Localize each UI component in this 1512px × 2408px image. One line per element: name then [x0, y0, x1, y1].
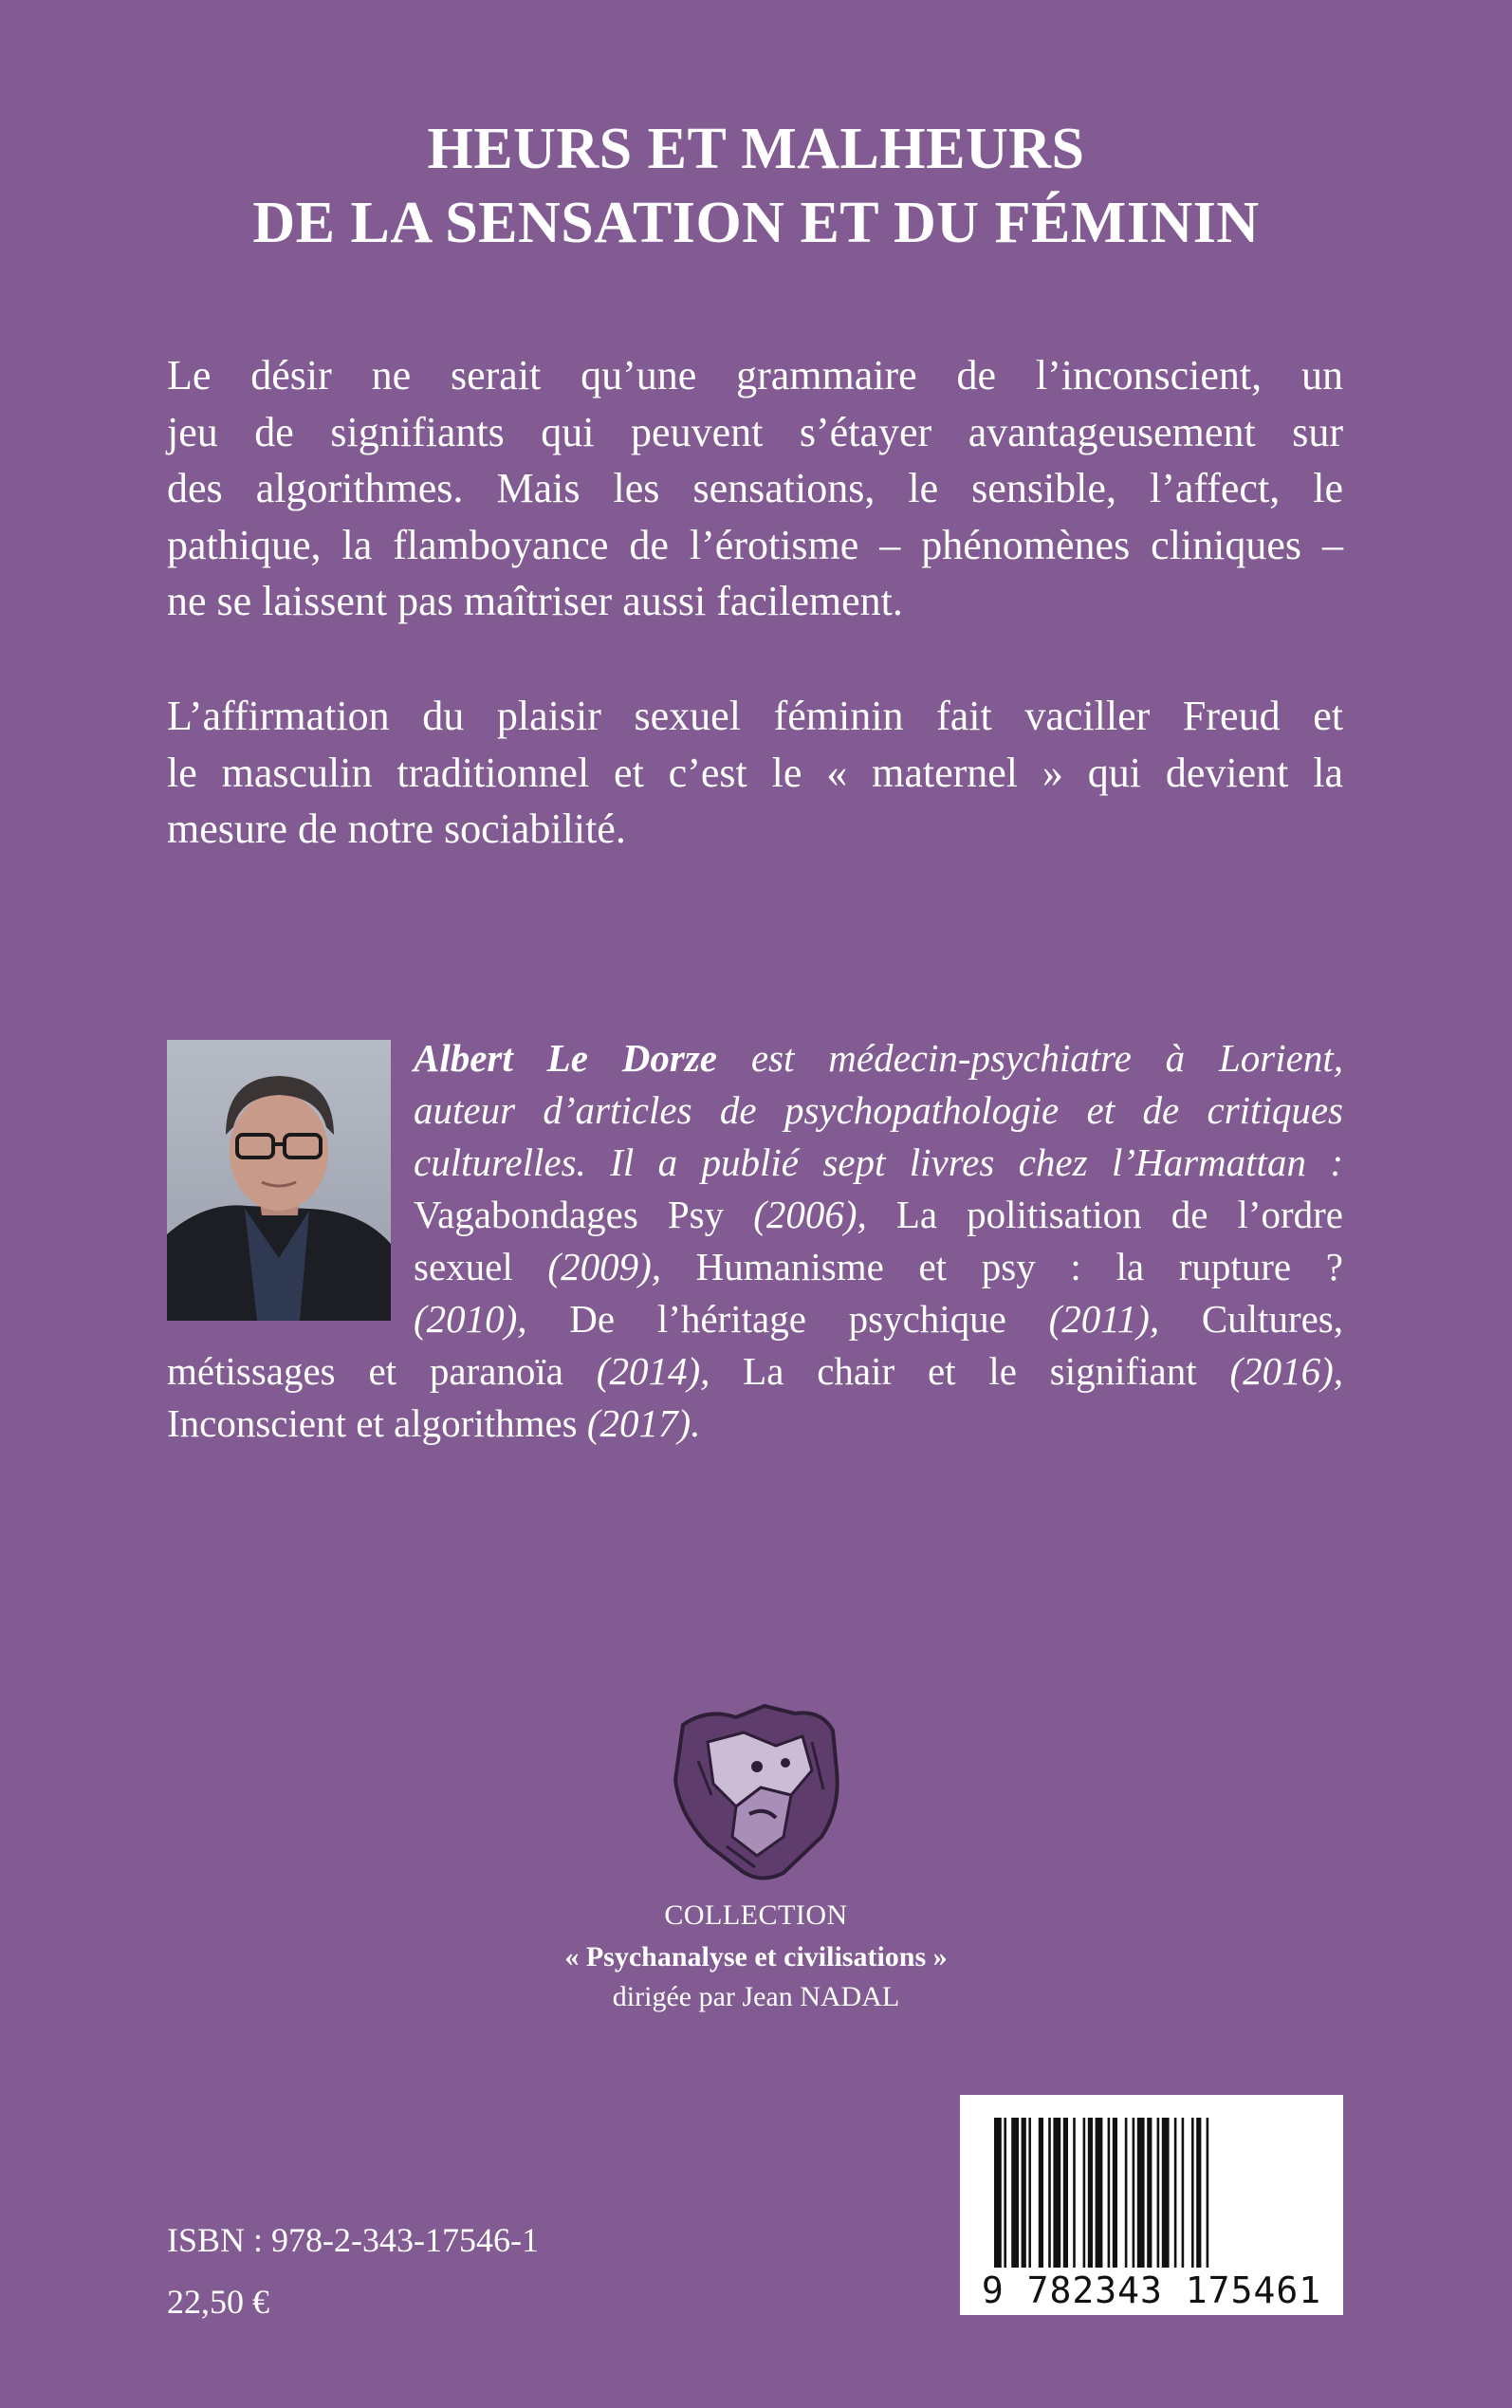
collection-name: « Psychanalyse et civilisations »	[564, 1941, 948, 1973]
bio-text: est médecin-psychiatre à Lorient,	[716, 1036, 1343, 1080]
barcode-bar	[1039, 2118, 1043, 2268]
summary-line: ne se laissent pas maîtriser aussi facilement.	[167, 578, 903, 624]
book-year: (2010),	[414, 1297, 527, 1341]
barcode-bar	[1108, 2118, 1111, 2268]
barcode-bar	[1113, 2118, 1117, 2268]
book-title-ref: Humanisme et psy : la rupture ?	[660, 1245, 1343, 1288]
bio-text: auteur d’articles de psychopathologie et de critiques	[414, 1088, 1343, 1132]
barcode-bar	[1174, 2118, 1177, 2268]
summary-line: pathique, la flamboyance de l’érotisme – phénomènes cliniques –	[167, 521, 1343, 568]
book-year: (2009),	[547, 1245, 661, 1288]
book-year: (2014),	[596, 1349, 710, 1393]
book-year: (2017).	[586, 1401, 701, 1445]
summary-paragraph-1	[167, 347, 1343, 630]
author-photo	[167, 1040, 391, 1321]
bio-line	[414, 1189, 1343, 1241]
bio-line	[414, 1241, 1343, 1293]
book-title-ref: métissages et paranoïa	[167, 1349, 597, 1393]
summary-line: jeu de signifiants qui peuvent s’étayer avantageusement sur	[167, 408, 1343, 455]
book-title	[0, 112, 1512, 260]
barcode-bar	[1096, 2118, 1103, 2268]
isbn: ISBN : 978-2-343-17546-1	[167, 2221, 539, 2259]
summary-line: des algorithmes. Mais les sensations, le sensible, l’affect, le	[167, 465, 1343, 511]
summary-paragraph-2	[167, 688, 1343, 858]
barcode-bar	[1125, 2118, 1128, 2268]
bio-text: culturelles. Il a publié sept livres chez l’Harmattan :	[414, 1140, 1343, 1184]
barcode-bar	[1048, 2118, 1051, 2268]
barcode-digits: 9 782343 175461	[981, 2269, 1322, 2311]
barcode-bar	[1022, 2118, 1026, 2268]
barcode	[960, 2095, 1343, 2315]
book-title-ref: La chair et le signifiant	[710, 1349, 1230, 1393]
summary-line: le masculin traditionnel et c’est le « maternel » qui devient la	[167, 749, 1343, 796]
book-title-ref: La politisation de l’ordre	[866, 1193, 1343, 1236]
author-portrait-icon	[167, 1040, 391, 1321]
barcode-bar	[1133, 2118, 1135, 2268]
barcode-bar	[1028, 2118, 1031, 2268]
bio-line	[167, 1345, 1343, 1398]
summary-line: Le désir ne serait qu’une grammaire de l’inconscient, un	[167, 352, 1343, 398]
bio-line	[414, 1032, 1343, 1084]
price: 22,50 €	[167, 2283, 269, 2321]
barcode-bar	[1147, 2118, 1152, 2268]
barcode-bar	[1083, 2118, 1086, 2268]
collection-label: COLLECTION	[664, 1899, 848, 1931]
summary-line: mesure de notre sociabilité.	[167, 806, 626, 852]
bio-line	[167, 1398, 1343, 1450]
book-year: (2006),	[753, 1193, 867, 1236]
book-year: (2016),	[1229, 1349, 1343, 1393]
barcode-bar	[1053, 2118, 1060, 2268]
barcode-bar	[1207, 2118, 1209, 2268]
harmattan-logo-icon	[670, 1704, 842, 1884]
barcode-bar	[1011, 2118, 1019, 2268]
barcode-bar	[1196, 2118, 1201, 2268]
bio-line	[414, 1137, 1343, 1189]
collection-director: dirigée par Jean NADAL	[612, 1981, 900, 2012]
book-title-ref: Cultures,	[1159, 1297, 1344, 1341]
barcode-bar	[1004, 2118, 1006, 2268]
bio-line	[414, 1084, 1343, 1137]
bio-line	[414, 1293, 1343, 1345]
barcode-bar	[1182, 2118, 1185, 2268]
barcode-bar	[1073, 2118, 1076, 2268]
barcode-bar	[994, 2118, 1002, 2268]
barcode-icon	[960, 2095, 1343, 2275]
title-line-2: DE LA SENSATION ET DU FÉMININ	[252, 191, 1260, 255]
barcode-bar	[1157, 2118, 1160, 2268]
publisher-logo	[670, 1704, 842, 1884]
title-line-1: HEURS ET MALHEURS	[427, 117, 1085, 181]
author-name: Albert Le Dorze	[414, 1036, 717, 1080]
barcode-bar	[1162, 2118, 1170, 2268]
book-title-ref: De l’héritage psychique	[526, 1297, 1049, 1341]
barcode-bar	[1137, 2118, 1145, 2268]
barcode-bar	[1191, 2118, 1194, 2268]
book-year: (2011),	[1048, 1297, 1160, 1341]
book-title-ref: Inconscient et algorithmes	[167, 1401, 587, 1445]
barcode-bar	[1063, 2118, 1068, 2268]
barcode-bar	[1088, 2118, 1093, 2268]
book-title-ref: Vagabondages Psy	[414, 1193, 754, 1236]
book-title-ref: sexuel	[414, 1245, 548, 1288]
summary-line: L’affirmation du plaisir sexuel féminin fait vaciller Freud et	[167, 693, 1343, 739]
